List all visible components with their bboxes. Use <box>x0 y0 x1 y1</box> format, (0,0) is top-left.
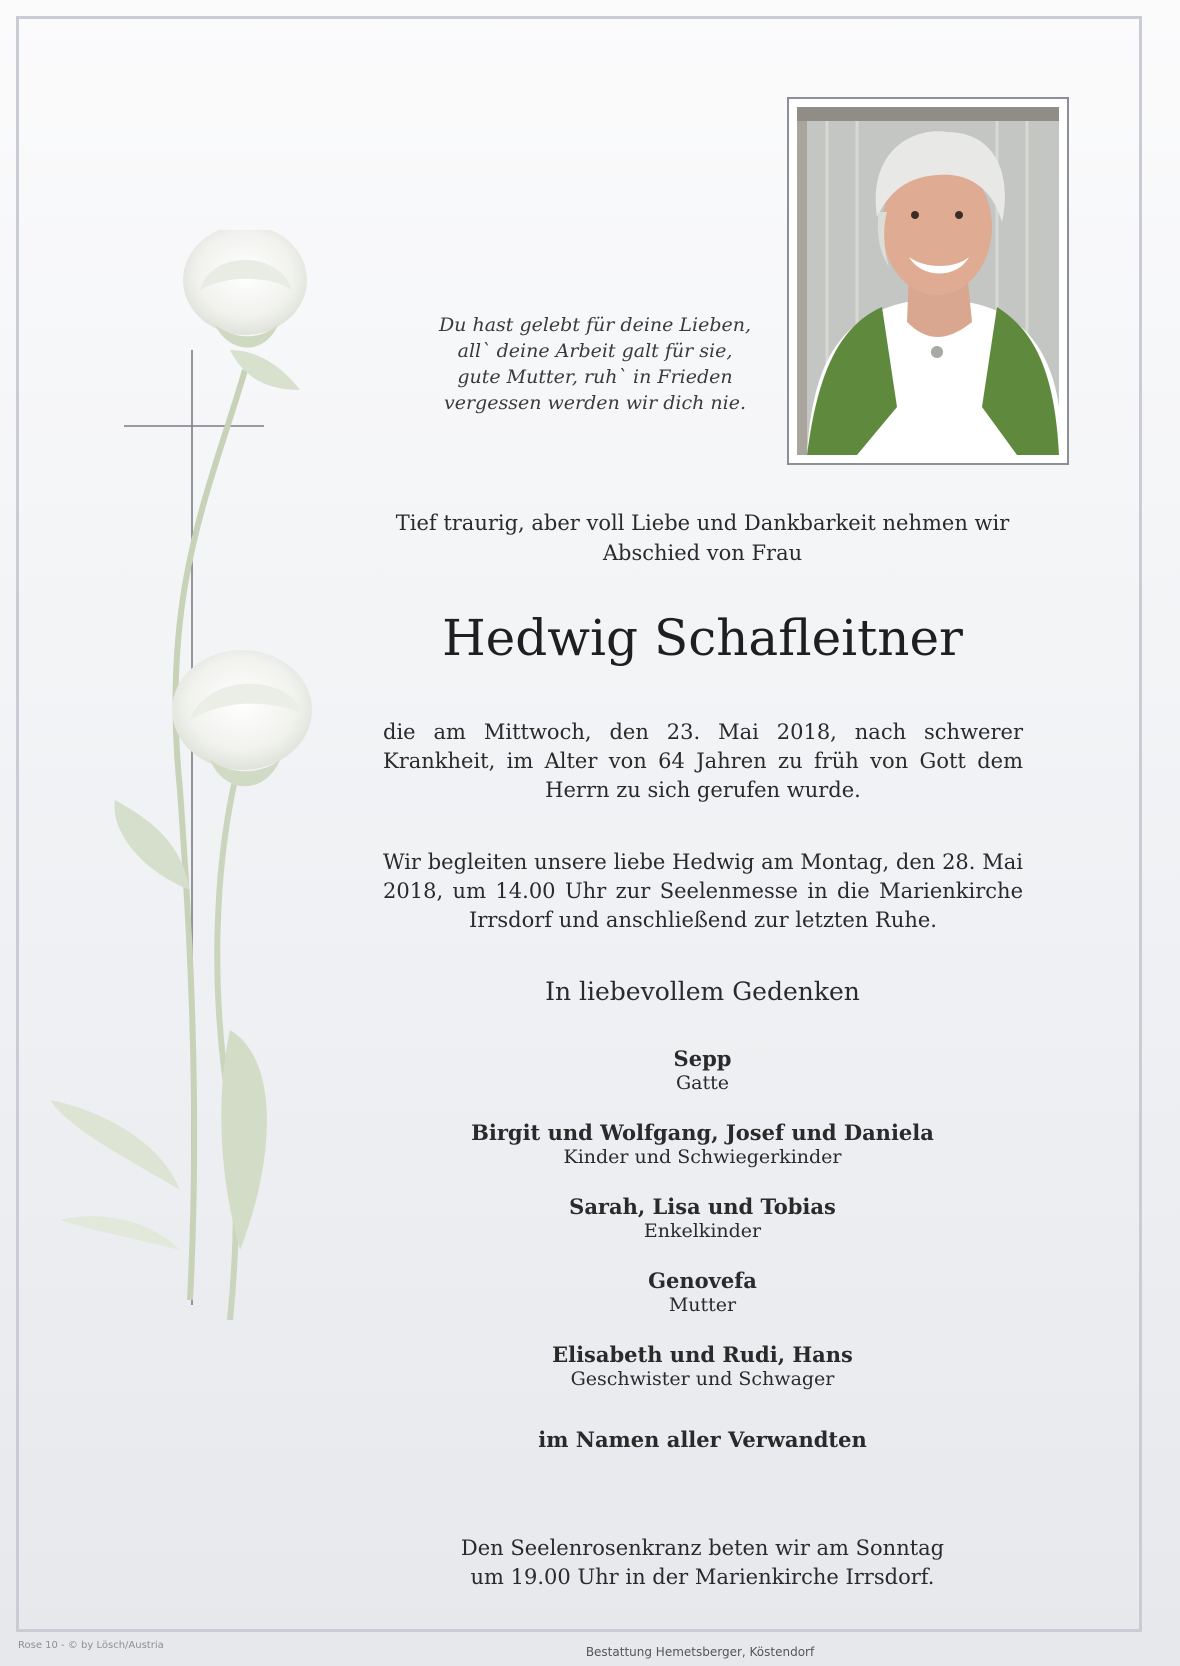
intro-line: Tief traurig, aber voll Liebe und Dankbarkeit nehmen wir <box>395 511 1010 535</box>
portrait-photo <box>797 107 1059 455</box>
mourner-entry <box>370 1046 1035 1120</box>
mourner-role: Enkelkinder <box>643 1220 762 1242</box>
intro-text <box>370 508 1035 568</box>
poem-line: Du hast gelebt für deine Lieben, <box>438 314 752 336</box>
mourner-name: Sarah, Lisa und Tobias <box>569 1194 836 1219</box>
rose-cross-decoration <box>30 230 360 1430</box>
portrait-frame <box>787 97 1069 465</box>
mourner-name: Genovefa <box>648 1268 757 1293</box>
memory-heading: In liebevollem Gedenken <box>545 977 860 1006</box>
mourner-role: Mutter <box>668 1294 737 1316</box>
closing-line: im Namen aller Verwandten <box>538 1427 867 1452</box>
mourner-role: Gatte <box>675 1072 730 1094</box>
poem-line: all` deine Arbeit galt für sie, <box>457 340 733 362</box>
undertaker-credit: Bestattung Hemetsberger, Köstendorf <box>585 1645 815 1659</box>
mourner-name: Elisabeth und Rudi, Hans <box>552 1342 853 1367</box>
mourner-role: Geschwister und Schwager <box>570 1368 835 1390</box>
mourner-entry <box>370 1342 1035 1416</box>
portrait-illustration <box>797 107 1059 455</box>
intro-line: Abschied von Frau <box>602 541 803 565</box>
poem-line: vergessen werden wir dich nie. <box>444 392 746 414</box>
poem-line: gute Mutter, ruh` in Frieden <box>457 366 733 388</box>
funeral-notice: Wir begleiten unsere liebe Hedwig am Montag, den 28. Mai 2018, um 14.00 Uhr zur Seelenmesse in die Marienkirche Irrsdorf und anschließend zur letzten Ruhe. <box>383 850 1023 932</box>
mourner-entry <box>370 1268 1035 1342</box>
deceased-name: Hedwig Schafleitner <box>442 609 963 667</box>
mourner-name: Sepp <box>673 1046 732 1071</box>
mourner-entry <box>370 1120 1035 1194</box>
rosary-line: um 19.00 Uhr in der Marienkirche Irrsdorf. <box>470 1565 935 1589</box>
mourner-name: Birgit und Wolfgang, Josef und Daniela <box>471 1120 934 1145</box>
death-notice: die am Mittwoch, den 23. Mai 2018, nach schwerer Krankheit, im Alter von 64 Jahren zu früh von Gott dem Herrn zu sich gerufen wurde. <box>383 720 1023 802</box>
rosary-line: Den Seelenrosenkranz beten wir am Sonntag <box>460 1536 945 1560</box>
mourners-list <box>370 1046 1035 1416</box>
mourner-role: Kinder und Schwiegerkinder <box>563 1146 842 1168</box>
rosary-notice <box>370 1534 1035 1592</box>
mourner-entry <box>370 1194 1035 1268</box>
design-credit: Rose 10 - © by Lösch/Austria <box>18 1640 164 1651</box>
poem <box>400 312 790 416</box>
